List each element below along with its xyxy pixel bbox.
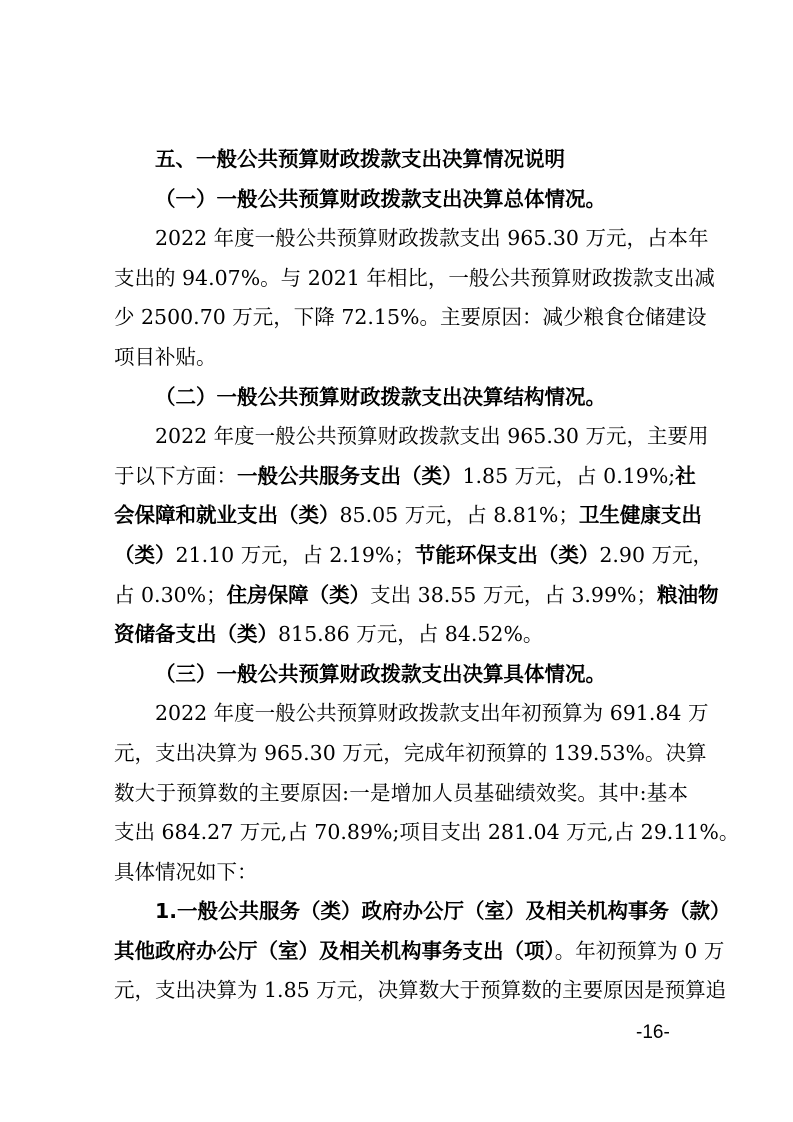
item-heading: 1.一般公共服务（类）政府办公厅（室）及相关机构事务（款） bbox=[155, 899, 731, 924]
paragraph-line: 支出的 94.07%。与 2021 年相比，一般公共预算财政拨款支出减 bbox=[114, 265, 715, 290]
category-label: 社 bbox=[675, 463, 696, 488]
paragraph-line: 元，支出决算为 1.85 万元，决算数大于预算数的主要原因是预算追 bbox=[114, 978, 727, 1003]
paragraph-line: 2022 年度一般公共预算财政拨款支出年初预算为 691.84 万 bbox=[155, 701, 709, 726]
section-heading: 五、一般公共预算财政拨款支出决算情况说明 bbox=[155, 147, 565, 171]
text-span: 815.86 万元，占 84.52%。 bbox=[278, 622, 544, 647]
item-subheading: 其他政府办公厅（室）及相关机构事务支出（项） bbox=[114, 938, 555, 963]
text-span: 21.10 万元，占 2.19%； bbox=[175, 542, 415, 567]
text-span: 85.05 万元，占 8.81%； bbox=[339, 503, 579, 528]
subsection-heading-1: （一）一般公共预算财政拨款支出决算总体情况。 bbox=[155, 186, 606, 211]
text-span: 2.90 万元， bbox=[599, 542, 714, 567]
category-label: 住房保障（类） bbox=[226, 582, 371, 607]
paragraph-line: 2022 年度一般公共预算财政拨款支出 965.30 万元，占本年 bbox=[155, 226, 709, 251]
page-number: -16- bbox=[636, 1022, 670, 1043]
paragraph-line: 支出 684.27 万元,占 70.89%;项目支出 281.04 万元,占 29.11%。 bbox=[114, 820, 740, 845]
text-span: 于以下方面： bbox=[114, 463, 237, 488]
paragraph-line bbox=[114, 932, 725, 972]
subsection-heading-3: （三）一般公共预算财政拨款支出决算具体情况。 bbox=[155, 661, 606, 686]
paragraph-line: 数大于预算数的主要原因:一是增加人员基础绩效奖。其中:基本 bbox=[114, 780, 688, 805]
paragraph-line bbox=[114, 457, 696, 497]
subsection-heading-2: （二）一般公共预算财政拨款支出决算结构情况。 bbox=[155, 384, 606, 409]
category-label: 卫生健康支出 bbox=[578, 503, 702, 528]
category-label: 会保障和就业支出（类） bbox=[114, 503, 340, 528]
text-span: 支出 38.55 万元，占 3.99%； bbox=[370, 582, 658, 607]
text-span: 1.85 万元，占 0.19%; bbox=[462, 463, 676, 488]
paragraph-line: 元，支出决算为 965.30 万元，完成年初预算的 139.53%。决算 bbox=[114, 740, 707, 765]
paragraph-line: 具体情况如下： bbox=[114, 859, 258, 884]
page-body bbox=[114, 140, 740, 1011]
category-label: 节能环保支出（类） bbox=[414, 542, 600, 567]
paragraph-line bbox=[114, 576, 719, 616]
paragraph-line bbox=[114, 496, 702, 536]
text-span: 。年初预算为 0 万 bbox=[554, 938, 725, 963]
category-label: （类） bbox=[114, 542, 176, 567]
category-label: 资储备支出（类） bbox=[114, 622, 278, 647]
paragraph-line bbox=[114, 536, 714, 576]
text-span: 占 0.30%； bbox=[114, 582, 227, 607]
paragraph-line: 项目补贴。 bbox=[114, 344, 217, 369]
paragraph-line: 2022 年度一般公共预算财政拨款支出 965.30 万元，主要用 bbox=[155, 424, 709, 449]
paragraph-line: 少 2500.70 万元，下降 72.15%。主要原因：减少粮食仓储建设 bbox=[114, 305, 707, 330]
category-label: 粮油物 bbox=[657, 582, 719, 607]
category-label: 一般公共服务支出（类） bbox=[237, 463, 463, 488]
paragraph-line bbox=[114, 615, 688, 655]
